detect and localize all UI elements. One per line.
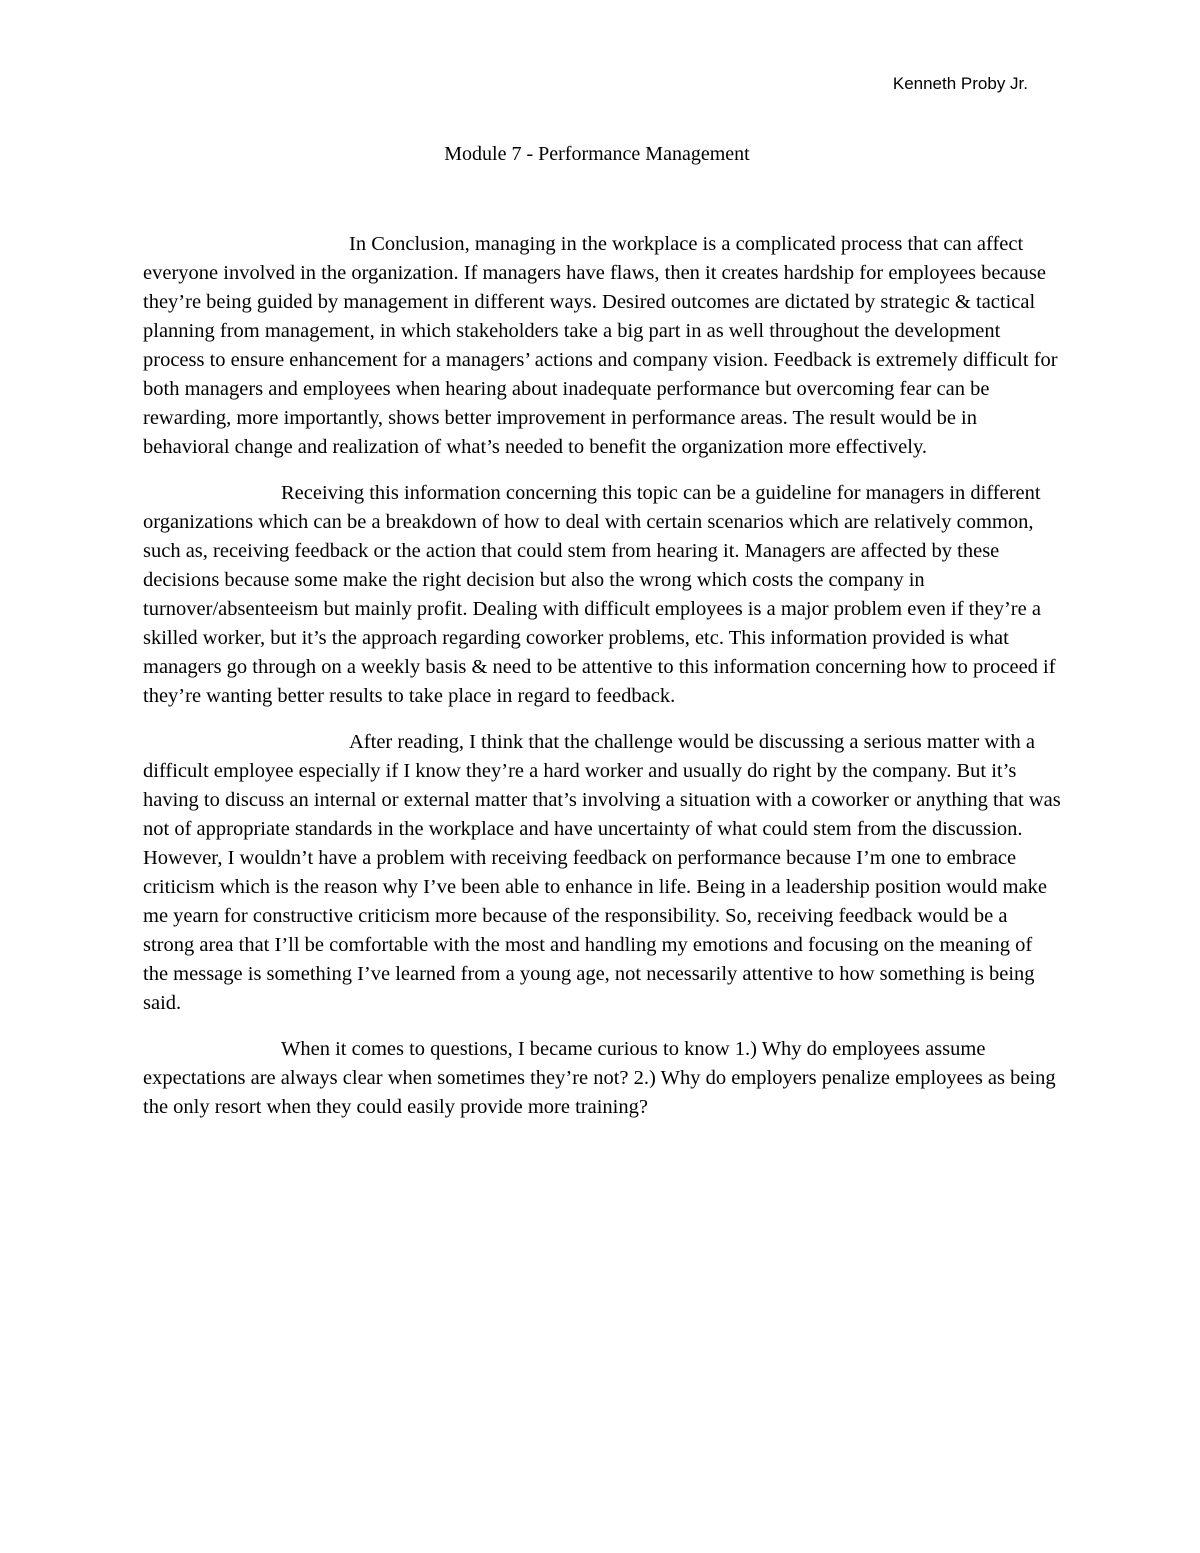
paragraph-information: Receiving this information concerning this topic can be a guideline for managers in different organizations which can be a breakdown of how to deal with certain scenarios which are relatively common, such as, receiving feedback or the action that could stem from hearing it. Managers are affected by these decisions because some make the right decision but also the wrong which costs the company in turnover/absenteeism but mainly profit. Dealing with difficult employees is a major problem even if they’re a skilled worker, but it’s the approach regarding coworker problems, etc. This information provided is what managers go through on a weekly basis & need to be attentive to this information concerning how to proceed if they’re wanting better results to take place in regard to feedback. bbox=[143, 482, 1056, 707]
author-header: Kenneth Proby Jr. bbox=[892, 74, 1028, 93]
document-title: Module 7 - Performance Management bbox=[444, 143, 750, 165]
paragraph-questions: When it comes to questions, I became curious to know 1.) Why do employees assume expectations are always clear when sometimes they’re not? 2.) Why do employers penalize employees as being the only resort when they could easily provide more training? bbox=[143, 1038, 1056, 1118]
paragraph-challenge: After reading, I think that the challenge would be discussing a serious matter with a difficult employee especially if I know they’re a hard worker and usually do right by the company. But it’s having to discuss an internal or external matter that’s involving a situation with a coworker or anything that was not of appropriate standards in the workplace and have uncertainty of what could stem from the discussion. However, I wouldn’t have a problem with receiving feedback on performance because I’m one to embrace criticism which is the reason why I’ve been able to enhance in life. Being in a leadership position would make me yearn for constructive criticism more because of the responsibility. So, receiving feedback would be a strong area that I’ll be comfortable with the most and handling my emotions and focusing on the meaning of the message is something I’ve learned from a young age, not necessarily attentive to how something is being said. bbox=[143, 731, 1061, 1014]
paragraph-conclusion: In Conclusion, managing in the workplace is a complicated process that can affect everyone involved in the organization. If managers have flaws, then it creates hardship for employees because they’re being guided by management in different ways. Desired outcomes are dictated by strategic & tactical planning from management, in which stakeholders take a big part in as well throughout the development process to ensure enhancement for a managers’ actions and company vision. Feedback is extremely difficult for both managers and employees when hearing about inadequate performance but overcoming fear can be rewarding, more importantly, shows better improvement in performance areas. The result would be in behavioral change and realization of what’s needed to benefit the organization more effectively. bbox=[143, 233, 1058, 458]
document-body bbox=[143, 230, 1061, 1139]
